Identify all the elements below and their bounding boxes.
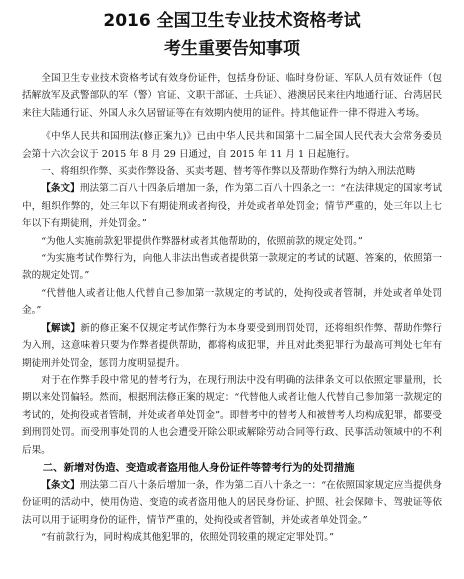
section1-clause-text: 刑法第二百八十四条后增加一条，作为第二百八十四条之一：“在法律规定的国家考试中，组织作弊的，处三年以下有期徒刑或者拘役，并处或者单处罚金；情节严重的，处三年以上七年以下有期徒刑，并处罚金。” — [22, 183, 442, 230]
section1-heading: 一、将组织作弊、买卖作弊设备、买卖考题、替考等作弊以及帮助作弊行为纳入刑法范畴 — [41, 166, 416, 178]
section1-interpretation — [22, 320, 442, 372]
section1-paragraph-6: 对于在作弊手段中常见的替考行为，在现行刑法中没有明确的法律条文可以依照定罪量刑，长期以来处罚偏轻。然而，根据刑法修正案的规定：“代替他人或者让他人代替自己参加第一款规定的考试的，处拘役或者管制，并处或者单处罚金”。即替考中的替考人和被替考人均构成犯罪，都要受到刑罚处罚。而受刑事处罚的人也会遭受开除公职或解除劳动合同等行政、民事活动领域中的不利后果。 — [22, 374, 442, 456]
clause-tag: 【条文】 — [41, 479, 80, 491]
section1-paragraph-4: “代替他人或者让他人代替自己参加第一款规定的考试的，处拘役或者管制，并处或者单处罚金。” — [22, 287, 442, 317]
interpretation-tag: 【解读】 — [41, 322, 81, 334]
section2-clause-text: 刑法第二百八十条后增加一条，作为第二百八十条之一：“在依照国家规定应当提供身份证明的活动中，使用伪造、变造的或者盗用他人的居民身份证、护照、社会保障卡、驾驶证等依法可以用于证明身份的证件，情节严重的，处拘役或者管制，并处或者单处罚金。” — [22, 479, 442, 526]
clause-tag: 【条文】 — [41, 183, 80, 195]
section1-clause — [22, 180, 442, 232]
section2-clause — [22, 477, 442, 529]
intro-paragraph: 全国卫生专业技术资格考试有效身份证件，包括身份证、临时身份证、军队人员有效证件（包括解放军及武警部队的军（警）官证、文职干部证、士兵证）、港澳居民来往内地通行证、台湾居民来往大陆通行证、外国人永久居留证等在有效期内使用的证件。持其他证件一律不得进入考场。 — [22, 73, 442, 119]
section1-interpretation-text: 新的修正案不仅规定考试作弊行为本身要受到刑罚处罚，还将组织作弊、帮助作弊行为入刑，这意味着只要为作弊者提供帮助，都将构成犯罪，并且对此类犯罪行为最高可判处七年有期徒刑并处罚金，惩罚力度明显提升。 — [22, 322, 443, 369]
law-intro-paragraph: 《中华人民共和国刑法(修正案九)》已由中华人民共和国第十二届全国人民代表大会常务委员会第十六次会议于 2015 年 8 月 29 日通过，自 2015 年 11 月 1 日起施行。 — [22, 131, 442, 160]
section1-paragraph-2: “为他人实施前款犯罪提供作弊器材或者其他帮助的，依照前款的规定处罚。” — [41, 235, 363, 247]
document-title-line1: 2016 全国卫生专业技术资格考试 — [103, 11, 361, 31]
document-title-line2: 考生重要告知事项 — [164, 39, 300, 59]
section1-paragraph-3: “为实施考试作弊行为，向他人非法出售或者提供第一款规定的考试的试题、答案的，依照第一款的规定处罚。” — [22, 253, 442, 282]
section2-paragraph-2: “有前款行为，同时构成其他犯罪的，依照处罚较重的规定定罪处罚。” — [41, 532, 335, 544]
section2-heading: 二、新增对伪造、变造或者盗用他人身份证件等替考行为的处罚措施 — [42, 461, 355, 474]
